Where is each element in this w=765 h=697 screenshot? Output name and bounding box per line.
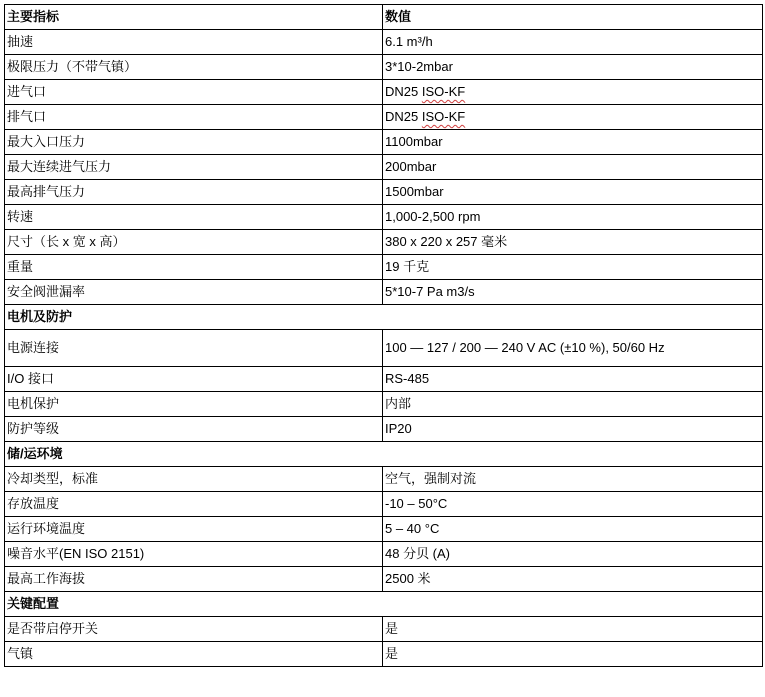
spellcheck-word: ISO-KF bbox=[421, 84, 466, 99]
spec-value: 100 — 127 / 200 — 240 V AC (±10 %), 50/60 Hz bbox=[383, 330, 763, 367]
spec-label: 最高排气压力 bbox=[5, 180, 383, 205]
section-row-environment bbox=[5, 442, 763, 467]
value-prefix: DN25 bbox=[385, 84, 422, 99]
table-row bbox=[5, 617, 763, 642]
spec-value: 1,000-2,500 rpm bbox=[383, 205, 763, 230]
spec-label: 冷却类型，标准 bbox=[5, 467, 383, 492]
spec-label: 最高工作海拔 bbox=[5, 567, 383, 592]
table-row bbox=[5, 55, 763, 80]
spec-table bbox=[4, 4, 763, 667]
spec-label: 最大连续进气压力 bbox=[5, 155, 383, 180]
spec-label: 排气口 bbox=[5, 105, 383, 130]
spec-value: 200mbar bbox=[383, 155, 763, 180]
spec-value: 1100mbar bbox=[383, 130, 763, 155]
spec-label: 抽速 bbox=[5, 30, 383, 55]
table-row bbox=[5, 642, 763, 667]
spec-label: 尺寸（长 x 宽 x 高） bbox=[5, 230, 383, 255]
section-row-config bbox=[5, 592, 763, 617]
table-row bbox=[5, 230, 763, 255]
table-row bbox=[5, 517, 763, 542]
table-row bbox=[5, 542, 763, 567]
spec-label: 极限压力（不带气镇） bbox=[5, 55, 383, 80]
spec-value bbox=[383, 105, 763, 130]
table-row bbox=[5, 130, 763, 155]
table-row bbox=[5, 367, 763, 392]
spec-label: 重量 bbox=[5, 255, 383, 280]
spec-value: RS-485 bbox=[383, 367, 763, 392]
spec-label: 转速 bbox=[5, 205, 383, 230]
section-row-motor bbox=[5, 305, 763, 330]
spec-value: 380 x 220 x 257 毫米 bbox=[383, 230, 763, 255]
table-row bbox=[5, 180, 763, 205]
header-row bbox=[5, 5, 763, 30]
spec-value: IP20 bbox=[383, 417, 763, 442]
spec-label: 是否带启停开关 bbox=[5, 617, 383, 642]
spec-label: 噪音水平(EN ISO 2151) bbox=[5, 542, 383, 567]
spec-value: 5 – 40 °C bbox=[383, 517, 763, 542]
spec-label: 进气口 bbox=[5, 80, 383, 105]
spec-value: 19 千克 bbox=[383, 255, 763, 280]
table-row bbox=[5, 80, 763, 105]
table-row bbox=[5, 392, 763, 417]
spec-label: 安全阀泄漏率 bbox=[5, 280, 383, 305]
section-title: 储/运环境 bbox=[5, 442, 763, 467]
spec-label: 气镇 bbox=[5, 642, 383, 667]
spec-label: 电机保护 bbox=[5, 392, 383, 417]
spec-value: 2500 米 bbox=[383, 567, 763, 592]
section-title: 关键配置 bbox=[5, 592, 763, 617]
header-value: 数值 bbox=[383, 5, 763, 30]
spec-value: 是 bbox=[383, 642, 763, 667]
table-row bbox=[5, 205, 763, 230]
table-row bbox=[5, 105, 763, 130]
spec-label: 最大入口压力 bbox=[5, 130, 383, 155]
spec-label: 防护等级 bbox=[5, 417, 383, 442]
section-title: 电机及防护 bbox=[5, 305, 763, 330]
spec-label: 电源连接 bbox=[5, 330, 383, 367]
spec-value: 是 bbox=[383, 617, 763, 642]
spec-label: I/O 接口 bbox=[5, 367, 383, 392]
table-row bbox=[5, 30, 763, 55]
table-row bbox=[5, 567, 763, 592]
spellcheck-word: ISO-KF bbox=[421, 109, 466, 124]
spec-value: 空气，强制对流 bbox=[383, 467, 763, 492]
table-row bbox=[5, 155, 763, 180]
spec-value bbox=[383, 80, 763, 105]
value-prefix: DN25 bbox=[385, 109, 422, 124]
table-row bbox=[5, 467, 763, 492]
spec-value: 1500mbar bbox=[383, 180, 763, 205]
spec-value: 3*10-2mbar bbox=[383, 55, 763, 80]
spec-value: 5*10-7 Pa m3/s bbox=[383, 280, 763, 305]
spec-label: 运行环境温度 bbox=[5, 517, 383, 542]
spec-value: -10 – 50°C bbox=[383, 492, 763, 517]
header-indicator: 主要指标 bbox=[5, 5, 383, 30]
spec-value: 48 分贝 (A) bbox=[383, 542, 763, 567]
table-row bbox=[5, 492, 763, 517]
spec-label: 存放温度 bbox=[5, 492, 383, 517]
table-row bbox=[5, 330, 763, 367]
spec-value: 内部 bbox=[383, 392, 763, 417]
spec-value: 6.1 m³/h bbox=[383, 30, 763, 55]
table-row bbox=[5, 417, 763, 442]
table-row bbox=[5, 280, 763, 305]
table-row bbox=[5, 255, 763, 280]
